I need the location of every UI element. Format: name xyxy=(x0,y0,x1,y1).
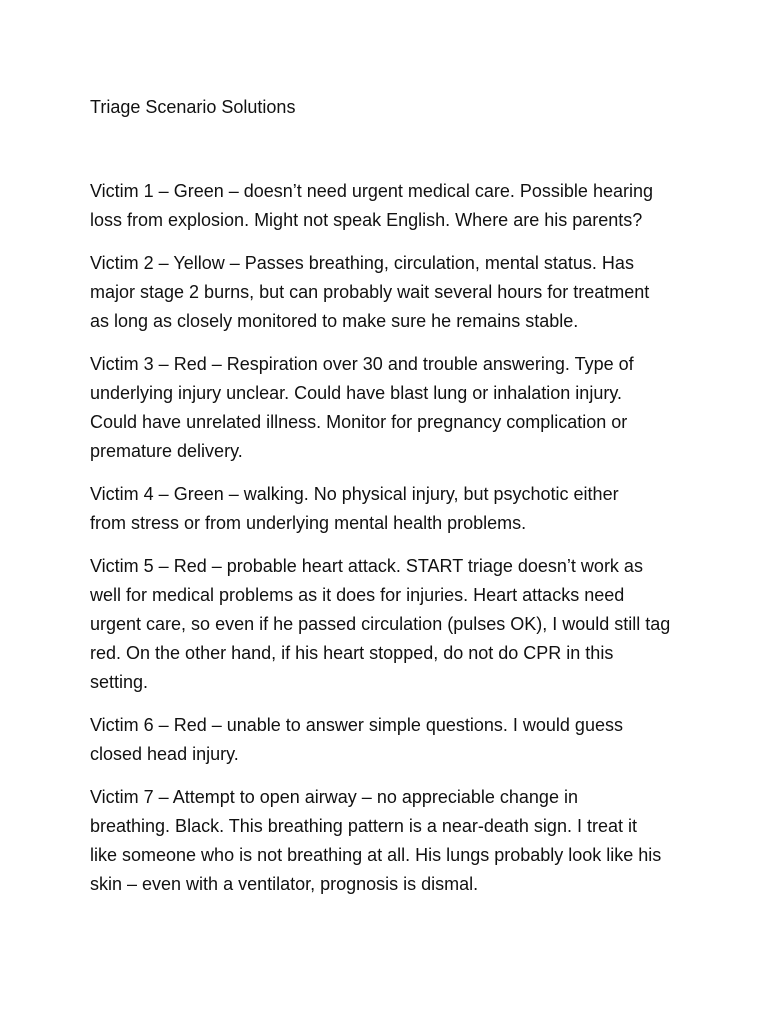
text-line: underlying injury unclear. Could have blast lung or inhalation injury. xyxy=(90,383,622,403)
text-line: major stage 2 burns, but can probably wait several hours for treatment xyxy=(90,282,650,302)
paragraph-victim-7 xyxy=(90,783,690,899)
document-title: Triage Scenario Solutions xyxy=(90,97,296,117)
paragraph-victim-5 xyxy=(90,552,690,697)
text-line: closed head injury. xyxy=(90,744,239,764)
text-line: Victim 4 – Green – walking. No physical injury, but psychotic either xyxy=(90,484,619,504)
text-line: Victim 7 – Attempt to open airway – no appreciable change in xyxy=(90,787,578,807)
text-line: Victim 3 – Red – Respiration over 30 and trouble answering. Type of xyxy=(90,354,634,374)
text-line: Victim 1 – Green – doesn’t need urgent medical care. Possible hearing xyxy=(90,181,653,201)
text-line: Could have unrelated illness. Monitor for pregnancy complication or xyxy=(90,412,628,432)
text-line: premature delivery. xyxy=(90,441,243,461)
text-line: urgent care, so even if he passed circulation (pulses OK), I would still tag xyxy=(90,614,671,634)
text-line: Victim 6 – Red – unable to answer simple questions. I would guess xyxy=(90,715,623,735)
text-line: red. On the other hand, if his heart stopped, do not do CPR in this xyxy=(90,643,614,663)
text-line: skin – even with a ventilator, prognosis is dismal. xyxy=(90,874,479,894)
document-body xyxy=(90,177,690,913)
paragraph-victim-3 xyxy=(90,350,690,466)
text-line: setting. xyxy=(90,672,149,692)
text-line: as long as closely monitored to make sure he remains stable. xyxy=(90,311,579,331)
text-line: well for medical problems as it does for injuries. Heart attacks need xyxy=(90,585,625,605)
text-line: Victim 5 – Red – probable heart attack. START triage doesn’t work as xyxy=(90,556,643,576)
text-line: from stress or from underlying mental health problems. xyxy=(90,513,527,533)
text-line: Victim 2 – Yellow – Passes breathing, circulation, mental status. Has xyxy=(90,253,634,273)
text-line: breathing. Black. This breathing pattern is a near-death sign. I treat it xyxy=(90,816,637,836)
paragraph-victim-4 xyxy=(90,480,690,538)
text-line: loss from explosion. Might not speak English. Where are his parents? xyxy=(90,210,643,230)
text-line: like someone who is not breathing at all. His lungs probably look like his xyxy=(90,845,662,865)
paragraph-victim-2 xyxy=(90,249,690,336)
paragraph-victim-6 xyxy=(90,711,690,769)
paragraph-victim-1 xyxy=(90,177,690,235)
